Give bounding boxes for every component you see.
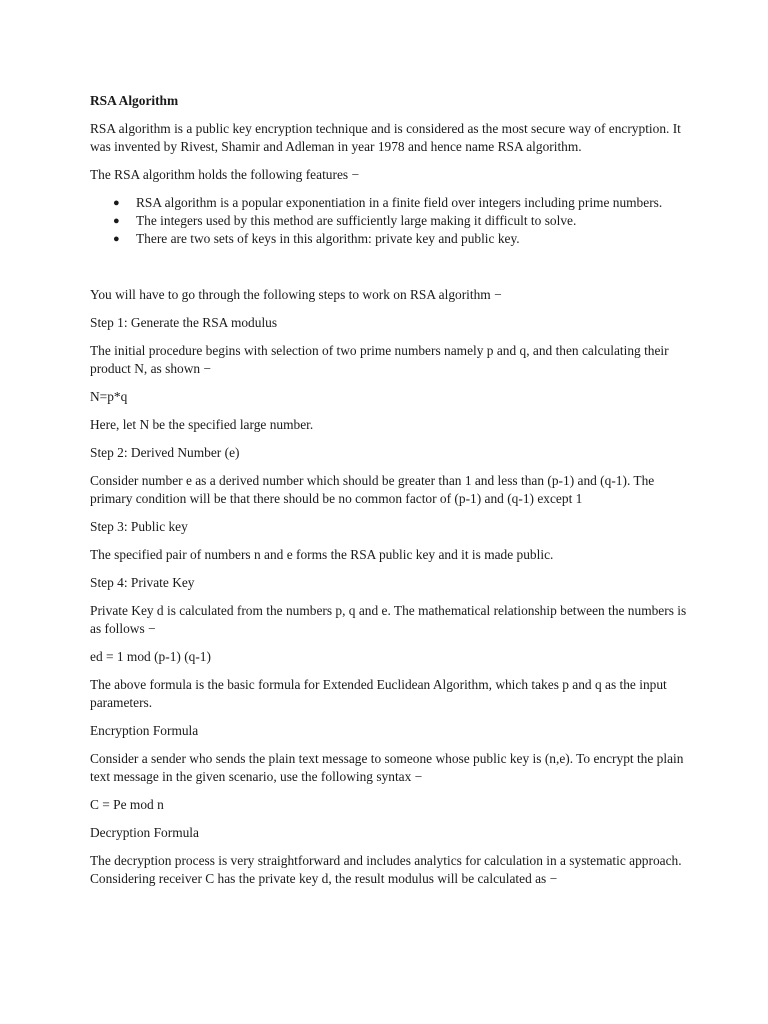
step2-text: Consider number e as a derived number which should be greater than 1 and less than (p-1) and (q-1). The primary condition will be that there should be no common factor of (p-1) and (q-1) except 1	[90, 473, 655, 506]
step1-note: Here, let N be the specified large number.	[90, 417, 314, 432]
step4-text: Private Key d is calculated from the numbers p, q and e. The mathematical relationship between the numbers is as follows −	[90, 603, 687, 636]
step4-note: The above formula is the basic formula for Extended Euclidean Algorithm, which takes p and q as the input parameters.	[90, 677, 667, 710]
step1-heading: Step 1: Generate the RSA modulus	[90, 315, 278, 330]
feature-text: RSA algorithm is a popular exponentiation in a finite field over integers including prime numbers.	[136, 195, 663, 210]
list-item	[113, 212, 690, 230]
intro-paragraph: RSA algorithm is a public key encryption technique and is considered as the most secure way of encryption. It was invented by Rivest, Shamir and Adleman in year 1978 and hence name RSA algorithm.	[90, 121, 681, 154]
step4-formula: ed = 1 mod (p-1) (q-1)	[90, 649, 211, 664]
step2-heading: Step 2: Derived Number (e)	[90, 445, 240, 460]
document-body	[90, 92, 690, 898]
bullet-icon: ●	[113, 197, 120, 209]
encryption-text: Consider a sender who sends the plain text message to someone whose public key is (n,e). To encrypt the plain text message in the given scenario, use the following syntax −	[90, 751, 684, 784]
step1-text: The initial procedure begins with selection of two prime numbers namely p and q, and then calculating their product N, as shown −	[90, 343, 669, 376]
decryption-text: The decryption process is very straightforward and includes analytics for calculation in a systematic approach. Considering receiver C has the private key d, the result modulus will be calculated as −	[90, 853, 682, 886]
bullet-icon: ●	[113, 233, 120, 245]
encryption-heading: Encryption Formula	[90, 723, 199, 738]
step3-heading: Step 3: Public key	[90, 519, 188, 534]
section-gap	[90, 258, 690, 286]
list-item	[113, 230, 690, 248]
step3-text: The specified pair of numbers n and e forms the RSA public key and it is made public.	[90, 547, 554, 562]
bullet-icon: ●	[113, 215, 120, 227]
decryption-heading: Decryption Formula	[90, 825, 199, 840]
feature-text: The integers used by this method are sufficiently large making it difficult to solve.	[136, 213, 577, 228]
step4-heading: Step 4: Private Key	[90, 575, 195, 590]
steps-lead: You will have to go through the following steps to work on RSA algorithm −	[90, 287, 502, 302]
step1-formula: N=p*q	[90, 389, 128, 404]
encryption-formula: C = Pe mod n	[90, 797, 164, 812]
document-title: RSA Algorithm	[90, 93, 179, 108]
features-lead: The RSA algorithm holds the following features −	[90, 167, 360, 182]
feature-text: There are two sets of keys in this algorithm: private key and public key.	[136, 231, 520, 246]
features-list	[90, 194, 690, 248]
list-item	[113, 194, 690, 212]
